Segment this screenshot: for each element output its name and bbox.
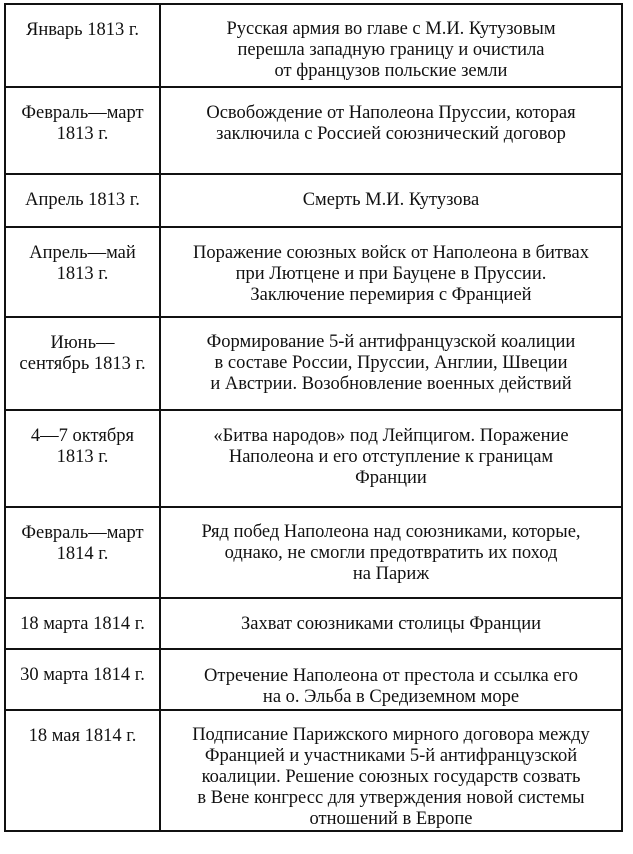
date-cell [5, 710, 160, 831]
event-line: в составе России, Пруссии, Англии, Швеции [214, 353, 568, 373]
table-row [5, 598, 622, 649]
event-line: Смерть М.И. Кутузова [302, 190, 480, 210]
table-row [5, 87, 622, 174]
chronology-table [4, 3, 623, 832]
event-line: на Париж [352, 564, 430, 584]
event-cell [160, 174, 622, 227]
table-row [5, 410, 622, 507]
table-row [5, 4, 622, 87]
date-line: Апрель 1813 г. [25, 190, 140, 210]
event-line: Русская армия во главе с М.И. Кутузовым [226, 19, 556, 39]
event-cell [160, 317, 622, 410]
event-cell [160, 598, 622, 649]
date-line: 30 марта 1814 г. [20, 665, 145, 685]
event-line: Ряд побед Наполеона над союзниками, которые, [201, 522, 581, 542]
date-line: 1813 г. [56, 124, 109, 144]
event-line: и Австрии. Возобновление военных действий [210, 374, 572, 394]
date-line: Июнь— [50, 333, 115, 353]
table-row [5, 507, 622, 598]
event-line: от французов польские земли [274, 61, 508, 81]
date-cell [5, 410, 160, 507]
date-line: 1813 г. [56, 264, 109, 284]
event-cell [160, 410, 622, 507]
date-line: 1813 г. [56, 447, 109, 467]
event-line: на о. Эльба в Средиземном море [262, 687, 520, 707]
table-row [5, 227, 622, 317]
date-cell [5, 507, 160, 598]
event-line: Формирование 5-й антифранцузской коалиции [206, 332, 576, 352]
event-cell [160, 227, 622, 317]
event-line: отношений в Европе [309, 809, 473, 829]
date-line: 18 мая 1814 г. [28, 726, 137, 746]
date-cell [5, 87, 160, 174]
event-line: Поражение союзных войск от Наполеона в битвах [193, 243, 589, 263]
date-line: сентябрь 1813 г. [19, 354, 146, 374]
date-line: 18 марта 1814 г. [20, 614, 145, 634]
date-cell [5, 227, 160, 317]
event-cell [160, 710, 622, 831]
event-line: Освобождение от Наполеона Пруссии, которая [206, 103, 576, 123]
event-cell [160, 649, 622, 710]
event-line: Заключение перемирия с Францией [250, 285, 532, 305]
date-line: Февраль—март [21, 523, 144, 543]
date-cell [5, 598, 160, 649]
event-line: Отречение Наполеона от престола и ссылка его [204, 666, 578, 686]
date-line: 4—7 октября [30, 426, 135, 446]
event-cell [160, 87, 622, 174]
event-cell [160, 4, 622, 87]
event-line: перешла западную границу и очистила [237, 40, 545, 60]
event-line: Францией и участниками 5-й антифранцузской [204, 746, 578, 766]
event-line: Захват союзниками столицы Франции [240, 614, 542, 634]
date-line: 1814 г. [56, 544, 109, 564]
event-line: однако, не смогли предотвратить их поход [224, 543, 558, 563]
date-cell [5, 174, 160, 227]
event-line: Подписание Парижского мирного договора между [192, 725, 590, 745]
table-row [5, 317, 622, 410]
table-body [5, 4, 622, 831]
date-line: Апрель—май [29, 243, 136, 263]
event-line: коалиции. Решение союзных государств созвать [201, 767, 581, 787]
event-line: в Вене конгресс для утверждения новой системы [197, 788, 585, 808]
event-cell [160, 507, 622, 598]
date-cell [5, 317, 160, 410]
date-line: Январь 1813 г. [25, 20, 139, 40]
date-line: Февраль—март [21, 103, 144, 123]
date-cell [5, 649, 160, 710]
event-line: Наполеона и его отступление к границам [228, 447, 554, 467]
event-line: Франции [355, 468, 427, 488]
table-row [5, 649, 622, 710]
table-row [5, 710, 622, 831]
event-line: при Лютцене и при Бауцене в Пруссии. [235, 264, 547, 284]
event-line: заключила с Россией союзнический договор [216, 124, 566, 144]
date-cell [5, 4, 160, 87]
table-row [5, 174, 622, 227]
event-line: «Битва народов» под Лейпцигом. Поражение [213, 426, 569, 446]
